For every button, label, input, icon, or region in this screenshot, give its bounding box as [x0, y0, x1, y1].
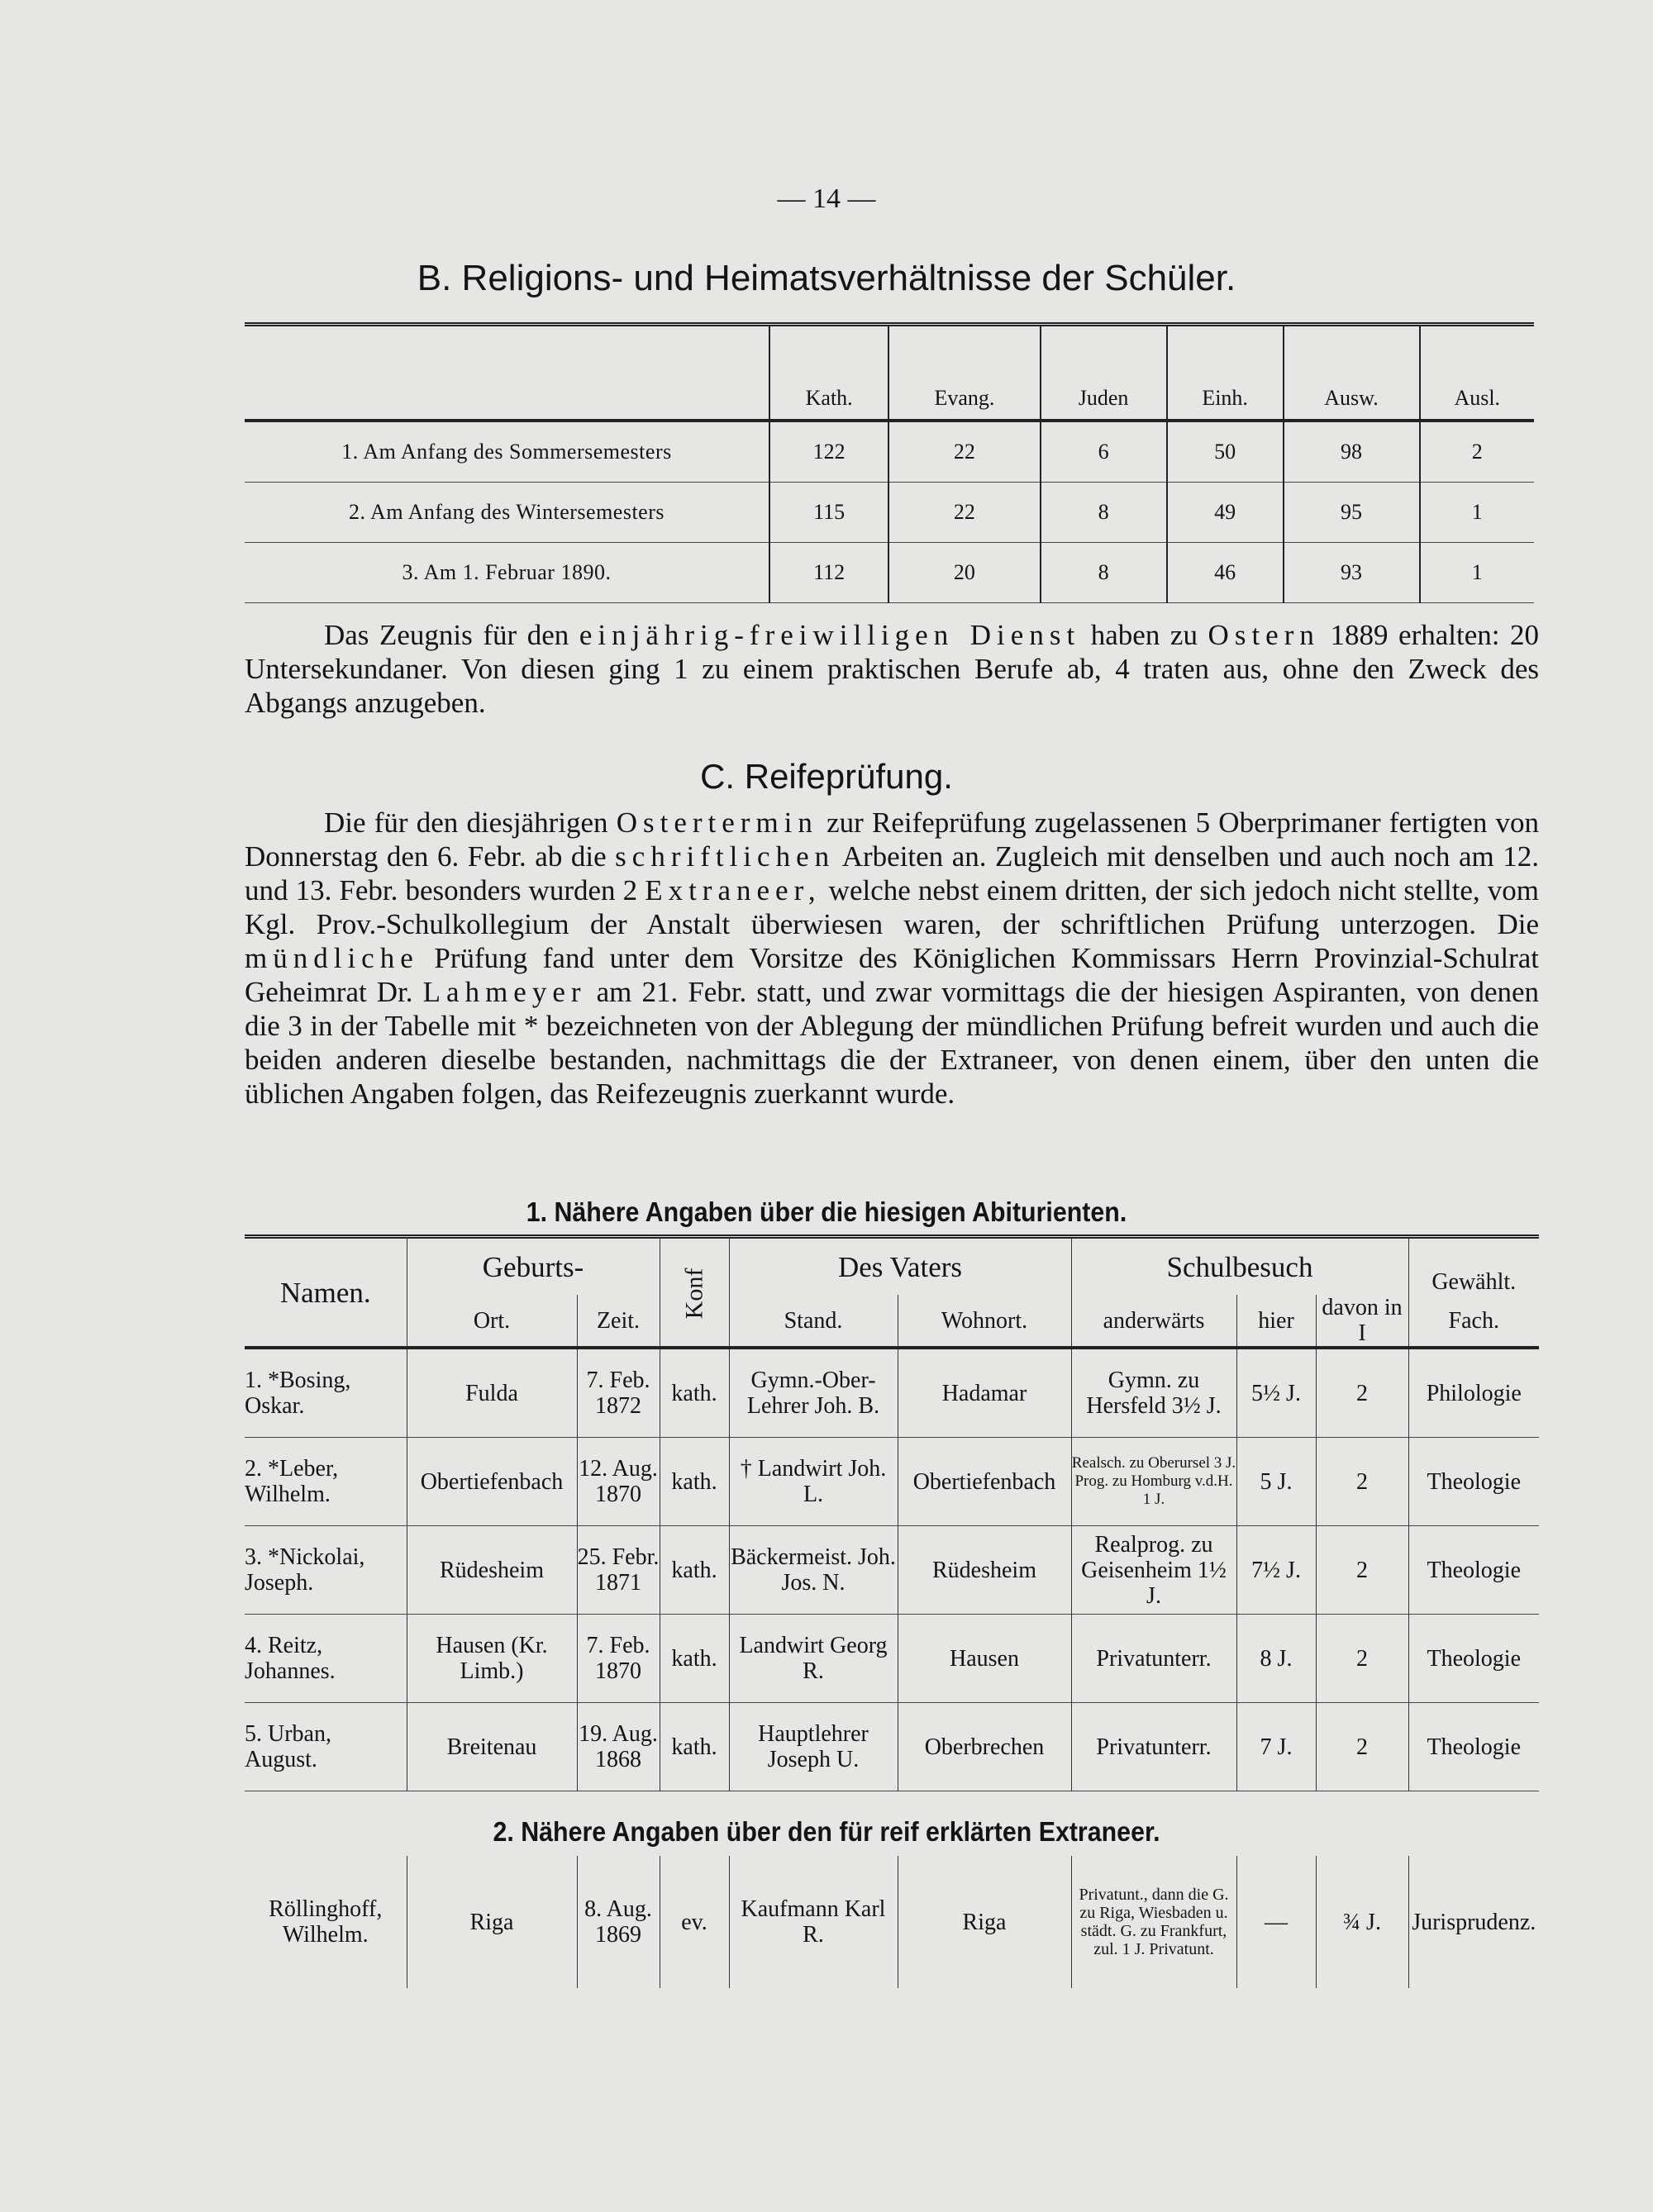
table-row	[245, 1856, 1539, 1988]
cell-fach: Theologie	[1408, 1526, 1539, 1615]
cell-anderwaerts: Realprog. zu Geisenheim 1½ J.	[1071, 1526, 1236, 1615]
table-header-row	[245, 325, 1534, 421]
cell-name: 3. *Nickolai, Joseph.	[245, 1544, 365, 1596]
col-juden: Juden	[1041, 325, 1167, 421]
row-label: 2. Am Anfang des Wintersemesters	[348, 500, 665, 524]
cell-davon: 2	[1316, 1526, 1408, 1615]
cell: 49	[1167, 483, 1284, 543]
cell-zeit: 25. Febr. 1871	[577, 1526, 660, 1615]
text: haben zu	[1090, 619, 1198, 651]
text: welche nebst einem dritten, der sich jedoch nicht stellte, vom Kgl. Prov.-Schulkollegium der Anstalt überwiesen waren, der schriftlichen Prüfung unterzogen. Die	[245, 874, 1539, 940]
cell-ort: Rüdesheim	[407, 1526, 577, 1615]
header-wohnort: Wohnort.	[898, 1295, 1071, 1348]
spaced-text: Ostern	[1208, 619, 1320, 651]
text: am 21. Febr. statt, und zwar vormittags die der hiesigen Aspiranten, von denen die 3 in der Tabelle mit * bezeichneten von der Ablegung der mündlichen Prüfung befreit wurden und auch die beiden anderen dieselbe bestanden, nachmittags die der Extraneer, von denen einem, über den unten die üblichen Angaben folgen, das Reifezeugnis zuerkannt wurde.	[245, 976, 1540, 1110]
table-header-row	[245, 1295, 1539, 1348]
cell-hier: 7½ J.	[1236, 1526, 1316, 1615]
cell-anderwaerts: Privatunterr.	[1071, 1703, 1236, 1791]
cell-name: 2. *Leber, Wilhelm.	[245, 1456, 339, 1507]
cell: 1	[1420, 543, 1535, 603]
col-ausw: Ausw.	[1284, 325, 1420, 421]
cell-wohnort: Rüdesheim	[898, 1526, 1071, 1615]
cell: 98	[1284, 421, 1420, 483]
cell-stand: Kaufmann Karl R.	[729, 1856, 898, 1988]
header-geburts: Geburts-	[407, 1237, 660, 1296]
cell: 112	[769, 543, 888, 603]
table1-title: 1. Nähere Angaben über die hiesigen Abiturienten.	[526, 1196, 1127, 1227]
cell-fach: Philologie	[1408, 1348, 1539, 1438]
header-fach: Fach.	[1408, 1295, 1539, 1348]
cell-hier: 5½ J.	[1236, 1348, 1316, 1438]
cell: 95	[1284, 483, 1420, 543]
header-hier: hier	[1236, 1295, 1316, 1348]
cell-ort: Riga	[407, 1856, 577, 1988]
text: Arbeiten an. Zugleich mit denselben und auch noch am 12. und 13. Febr. besonders wurden 2	[245, 840, 1539, 906]
cell: 22	[888, 421, 1040, 483]
cell-wohnort: Obertiefenbach	[898, 1438, 1071, 1526]
cell-konf: kath.	[660, 1438, 729, 1526]
header-stand: Stand.	[729, 1295, 898, 1348]
cell-zeit: 12. Aug. 1870	[577, 1438, 660, 1526]
cell-wohnort: Riga	[898, 1856, 1071, 1988]
cell: 122	[769, 421, 888, 483]
abiturienten-table	[245, 1234, 1539, 1791]
header-ort: Ort.	[407, 1295, 577, 1348]
header-anderwaerts: anderwärts	[1071, 1295, 1236, 1348]
cell: 46	[1167, 543, 1284, 603]
page-number: — 14 —	[777, 183, 876, 214]
cell-hier: 5 J.	[1236, 1438, 1316, 1526]
cell-ort: Breitenau	[407, 1703, 577, 1791]
section-c-title: C. Reifeprüfung.	[700, 757, 953, 796]
cell: 93	[1284, 543, 1420, 603]
section-b-title: B. Religions- und Heimatsverhältnisse der Schüler.	[417, 258, 1236, 298]
cell-name: 5. Urban, August.	[245, 1721, 331, 1772]
row-label: 3. Am 1. Februar 1890.	[402, 560, 612, 584]
cell-konf: kath.	[660, 1526, 729, 1615]
cell-fach: Jurisprudenz.	[1408, 1856, 1539, 1988]
cell-davon: 2	[1316, 1615, 1408, 1703]
cell: 8	[1041, 543, 1167, 603]
cell-fach: Theologie	[1408, 1703, 1539, 1791]
cell-konf: ev.	[660, 1856, 729, 1988]
header-namen: Namen.	[279, 1276, 371, 1309]
header-davon: davon in I	[1316, 1295, 1408, 1348]
konf-label: Konf	[680, 1268, 708, 1319]
cell-zeit: 19. Aug. 1868	[577, 1703, 660, 1791]
cell-stand: † Landwirt Joh. L.	[729, 1438, 898, 1526]
cell-stand: Bäckermeist. Joh. Jos. N.	[729, 1526, 898, 1615]
cell-konf: kath.	[660, 1703, 729, 1791]
cell-anderwaerts: Privatunterr.	[1071, 1615, 1236, 1703]
extraneer-table	[245, 1856, 1539, 1988]
text: zur Reifeprüfung zugelassenen 5 Oberprimaner fertigten von Donnerstag den 6. Febr. ab die	[245, 806, 1540, 873]
cell-davon: 2	[1316, 1438, 1408, 1526]
header-konf	[660, 1237, 729, 1349]
cell-davon: 2	[1316, 1348, 1408, 1438]
cell-ort: Hausen (Kr. Limb.)	[407, 1615, 577, 1703]
table-row	[245, 483, 1534, 543]
cell-anderwaerts: Realsch. zu Oberursel 3 J. Prog. zu Homburg v.d.H. 1 J.	[1071, 1438, 1236, 1526]
cell-fach: Theologie	[1408, 1438, 1539, 1526]
table-header-row	[245, 1237, 1539, 1296]
spaced-text: Lahmeyer	[422, 976, 587, 1008]
cell: 115	[769, 483, 888, 543]
cell-wohnort: Oberbrechen	[898, 1703, 1071, 1791]
table-row	[245, 543, 1534, 603]
cell-wohnort: Hadamar	[898, 1348, 1071, 1438]
spaced-text: Extraneer,	[645, 874, 822, 906]
cell-hier: —	[1236, 1856, 1316, 1988]
text: 1889 erhalten: 20 Untersekundaner. Von diesen ging 1 zu einem praktischen Berufe ab, 4 traten aus, ohne den Zweck des Abgangs anzugeben.	[245, 619, 1540, 719]
table-row	[245, 1703, 1539, 1791]
cell: 20	[888, 543, 1040, 603]
cell-hier: 8 J.	[1236, 1615, 1316, 1703]
cell: 50	[1167, 421, 1284, 483]
spaced-text: mündliche	[245, 942, 419, 974]
header-schulbesuch: Schulbesuch	[1071, 1237, 1408, 1296]
table-row	[245, 1438, 1539, 1526]
col-kath: Kath.	[769, 325, 888, 421]
cell: 6	[1041, 421, 1167, 483]
cell-anderwaerts: Privatunt., dann die G. zu Riga, Wiesbaden u. städt. G. zu Frankfurt, zul. 1 J. Privatunt.	[1071, 1856, 1236, 1988]
paragraph-zeugnis	[245, 618, 1539, 720]
spaced-text: einjährig-freiwilligen Dienst	[579, 619, 1081, 651]
cell-davon: ¾ J.	[1316, 1856, 1408, 1988]
cell-name: 4. Reitz, Johannes.	[245, 1633, 336, 1684]
cell-fach: Theologie	[1408, 1615, 1539, 1703]
cell-stand: Hauptlehrer Joseph U.	[729, 1703, 898, 1791]
header-gewaehlt: Gewählt.	[1408, 1237, 1539, 1296]
cell-konf: kath.	[660, 1348, 729, 1438]
cell: 8	[1041, 483, 1167, 543]
row-label: 1. Am Anfang des Sommersemesters	[341, 440, 672, 464]
cell-konf: kath.	[660, 1615, 729, 1703]
cell-zeit: 7. Feb. 1872	[577, 1348, 660, 1438]
cell-hier: 7 J.	[1236, 1703, 1316, 1791]
col-ausl: Ausl.	[1420, 325, 1535, 421]
text: Die für den diesjährigen	[324, 806, 608, 839]
cell-ort: Fulda	[407, 1348, 577, 1438]
cell: 2	[1420, 421, 1535, 483]
religion-table	[245, 322, 1534, 603]
table-row	[245, 421, 1534, 483]
cell: 1	[1420, 483, 1535, 543]
cell-anderwaerts: Gymn. zu Hersfeld 3½ J.	[1071, 1348, 1236, 1438]
header-vaters: Des Vaters	[729, 1237, 1071, 1296]
header-zeit: Zeit.	[577, 1295, 660, 1348]
cell-stand: Gymn.-Ober-Lehrer Joh. B.	[729, 1348, 898, 1438]
cell-zeit: 7. Feb. 1870	[577, 1615, 660, 1703]
cell-zeit: 8. Aug. 1869	[577, 1856, 660, 1988]
col-evang: Evang.	[888, 325, 1040, 421]
table-row	[245, 1348, 1539, 1438]
paragraph-reifepruefung	[245, 806, 1539, 1111]
cell-name: 1. *Bosing, Oskar.	[245, 1368, 351, 1419]
cell-ort: Obertiefenbach	[407, 1438, 577, 1526]
spaced-text: schriftlichen	[615, 840, 836, 873]
table-row	[245, 1615, 1539, 1703]
text: Das Zeugnis für den	[324, 619, 569, 651]
table-row	[245, 1526, 1539, 1615]
cell: 22	[888, 483, 1040, 543]
cell-stand: Landwirt Georg R.	[729, 1615, 898, 1703]
spaced-text: Ostertermin	[616, 806, 818, 839]
col-einh: Einh.	[1167, 325, 1284, 421]
cell-wohnort: Hausen	[898, 1615, 1071, 1703]
cell-name: Röllinghoff, Wilhelm.	[269, 1896, 383, 1948]
table2-title: 2. Nähere Angaben über den für reif erklärten Extraneer.	[493, 1816, 1160, 1847]
text: Prüfung fand unter dem Vorsitze des Königlichen Kommissars Herrn Provinzial-Schulrat Geheimrat Dr.	[245, 942, 1539, 1008]
cell-davon: 2	[1316, 1703, 1408, 1791]
